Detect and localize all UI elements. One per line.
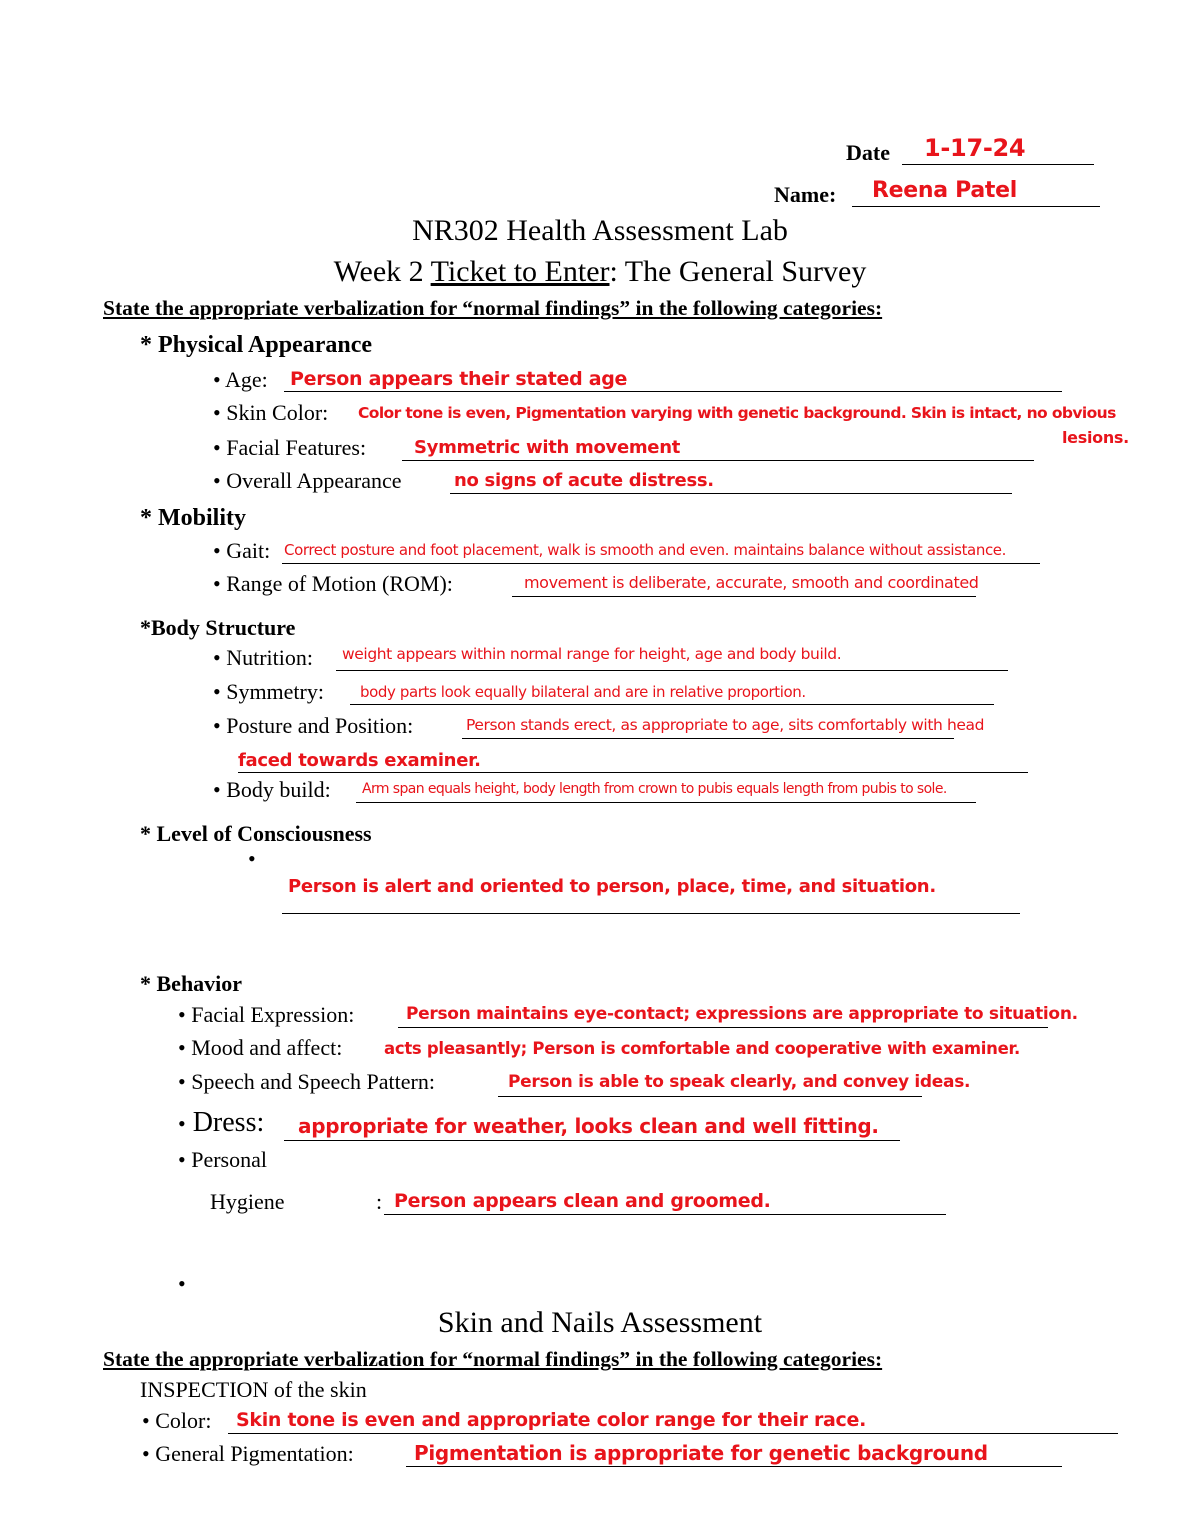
speech-line (498, 1096, 922, 1097)
personal-label (178, 1147, 267, 1173)
instruction-text: State the appropriate verbalization for “normal findings” in the following categories: (103, 296, 883, 320)
dress-label-text: Dress: (192, 1107, 265, 1138)
body-build-answer[interactable]: Arm span equals height, body length from crown to pubis equals length from pubis to sole. (362, 781, 947, 797)
bullet: • (178, 1069, 186, 1094)
behavior-heading: * Behavior (140, 971, 243, 996)
bullet: • (213, 435, 221, 460)
age-label (213, 367, 268, 393)
speech-label (178, 1069, 435, 1095)
rom-label-text: Range of Motion (ROM): (226, 571, 453, 596)
nutrition-answer[interactable]: weight appears within normal range for height, age and body build. (342, 645, 842, 663)
skin-color-answer[interactable]: Color tone is even, Pigmentation varying with genetic background. Skin is intact, no obvious (358, 404, 1116, 422)
bullet: • (213, 400, 221, 425)
speech-answer[interactable]: Person is able to speak clearly, and convey ideas. (508, 1072, 971, 1092)
body-build-label (213, 777, 331, 803)
consciousness-answer[interactable]: Person is alert and oriented to person, place, time, and situation. (288, 876, 936, 897)
symmetry-line (350, 704, 994, 705)
facial-expression-label-text: Facial Expression: (191, 1002, 355, 1027)
symmetry-label-text: Symmetry: (226, 679, 324, 704)
skin-color-inspection-label (142, 1408, 211, 1434)
bullet: • (178, 1002, 186, 1027)
skin-color-inspection-line (228, 1433, 1118, 1434)
dress-answer[interactable]: appropriate for weather, looks clean and well fitting. (298, 1114, 879, 1138)
name-line (852, 206, 1100, 207)
dress-line (284, 1140, 900, 1141)
symmetry-label (213, 679, 324, 705)
skin-nails-instruction: State the appropriate verbalization for “normal findings” in the following categories: (103, 1347, 883, 1371)
empty-bullet: • (178, 1271, 186, 1296)
bullet: • (178, 1111, 186, 1136)
overall-appearance-label-text: Overall Appearance (226, 468, 402, 493)
facial-features-line (402, 460, 1034, 461)
posture-label (213, 713, 413, 739)
facial-expression-label (178, 1002, 354, 1028)
skin-color-label (213, 400, 328, 426)
bullet: • (213, 777, 221, 802)
mood-label (178, 1035, 342, 1061)
bullet: • (142, 1441, 150, 1466)
facial-expression-line (398, 1027, 1048, 1028)
speech-label-text: Speech and Speech Pattern: (191, 1069, 435, 1094)
nutrition-line (336, 670, 1008, 671)
mobility-heading: * Mobility (140, 505, 246, 531)
page-subtitle (0, 255, 1200, 289)
body-build-label-text: Body build: (226, 777, 331, 802)
rom-label (213, 571, 453, 597)
nutrition-label-text: Nutrition: (226, 645, 313, 670)
page-title: NR302 Health Assessment Lab (412, 214, 788, 247)
overall-appearance-label (213, 468, 402, 494)
bullet: • (213, 468, 221, 493)
name-value[interactable]: Reena Patel (872, 178, 1018, 203)
mood-answer[interactable]: acts pleasantly; Person is comfortable and cooperative with examiner. (384, 1039, 1020, 1058)
hygiene-colon: : (376, 1189, 383, 1214)
mood-label-text: Mood and affect: (191, 1035, 343, 1060)
rom-line (512, 596, 976, 597)
pigmentation-label (142, 1441, 354, 1467)
hygiene-line (384, 1214, 946, 1215)
bullet: • (178, 1147, 186, 1172)
posture-line-2 (238, 772, 1028, 773)
skin-nails-title: Skin and Nails Assessment (437, 1306, 763, 1339)
facial-features-answer[interactable]: Symmetric with movement (414, 437, 681, 458)
nutrition-label (213, 645, 313, 671)
consciousness-bullet: • (248, 846, 256, 871)
consciousness-line (282, 913, 1020, 914)
gait-line (282, 563, 1040, 564)
body-structure-heading: *Body Structure (140, 615, 296, 640)
rom-answer[interactable]: movement is deliberate, accurate, smooth and coordinated (524, 573, 979, 592)
date-line (902, 164, 1094, 165)
overall-appearance-line (450, 493, 1012, 494)
pigmentation-line (406, 1466, 1062, 1467)
overall-appearance-answer[interactable]: no signs of acute distress. (454, 470, 714, 491)
dress-label (178, 1107, 264, 1139)
subtitle-ticket: Ticket to Enter (430, 255, 610, 288)
posture-answer-cont[interactable]: faced towards examiner. (238, 750, 481, 771)
date-label: Date (846, 140, 890, 165)
age-answer[interactable]: Person appears their stated age (290, 368, 628, 390)
consciousness-heading: * Level of Consciousness (140, 821, 372, 846)
hygiene-answer[interactable]: Person appears clean and groomed. (394, 1190, 771, 1212)
posture-label-text: Posture and Position: (226, 713, 414, 738)
bullet: • (213, 679, 221, 704)
pigmentation-label-text: General Pigmentation: (155, 1441, 354, 1466)
skin-color-inspection-label-text: Color: (155, 1408, 212, 1433)
bullet: • (213, 645, 221, 670)
posture-answer[interactable]: Person stands erect, as appropriate to age, sits comfortably with head (466, 716, 985, 734)
facial-expression-answer[interactable]: Person maintains eye-contact; expressions are appropriate to situation. (406, 1004, 1078, 1024)
bullet: • (178, 1035, 186, 1060)
bullet: • (213, 713, 221, 738)
age-line (284, 391, 1062, 392)
gait-answer[interactable]: Correct posture and foot placement, walk is smooth and even. maintains balance without assistance. (284, 541, 1006, 559)
physical-appearance-heading: * Physical Appearance (140, 332, 372, 358)
subtitle-prefix: Week 2 (333, 255, 431, 288)
hygiene-label: Hygiene (210, 1189, 285, 1214)
date-value[interactable]: 1-17-24 (924, 134, 1026, 162)
bullet: • (213, 571, 221, 596)
symmetry-answer[interactable]: body parts look equally bilateral and are in relative proportion. (360, 683, 806, 701)
gait-label-text: Gait: (226, 538, 271, 563)
facial-features-label-text: Facial Features: (226, 435, 367, 460)
pigmentation-answer[interactable]: Pigmentation is appropriate for genetic background (414, 1441, 988, 1465)
bullet: • (142, 1408, 150, 1433)
name-label: Name: (774, 182, 837, 207)
personal-label-text: Personal (191, 1147, 267, 1172)
inspection-label: INSPECTION of the skin (140, 1377, 367, 1402)
bullet: • (213, 538, 221, 563)
skin-color-label-text: Skin Color: (226, 400, 329, 425)
posture-line (462, 738, 954, 739)
gait-label (213, 538, 270, 564)
body-build-line (356, 802, 976, 803)
subtitle-suffix: : The General Survey (609, 255, 867, 288)
facial-features-label (213, 435, 366, 461)
skin-color-inspection-answer[interactable]: Skin tone is even and appropriate color range for their race. (236, 1409, 867, 1431)
skin-color-answer-cont[interactable]: lesions. (1062, 428, 1129, 447)
bullet: • (213, 367, 221, 392)
age-label-text: Age: (225, 367, 268, 392)
